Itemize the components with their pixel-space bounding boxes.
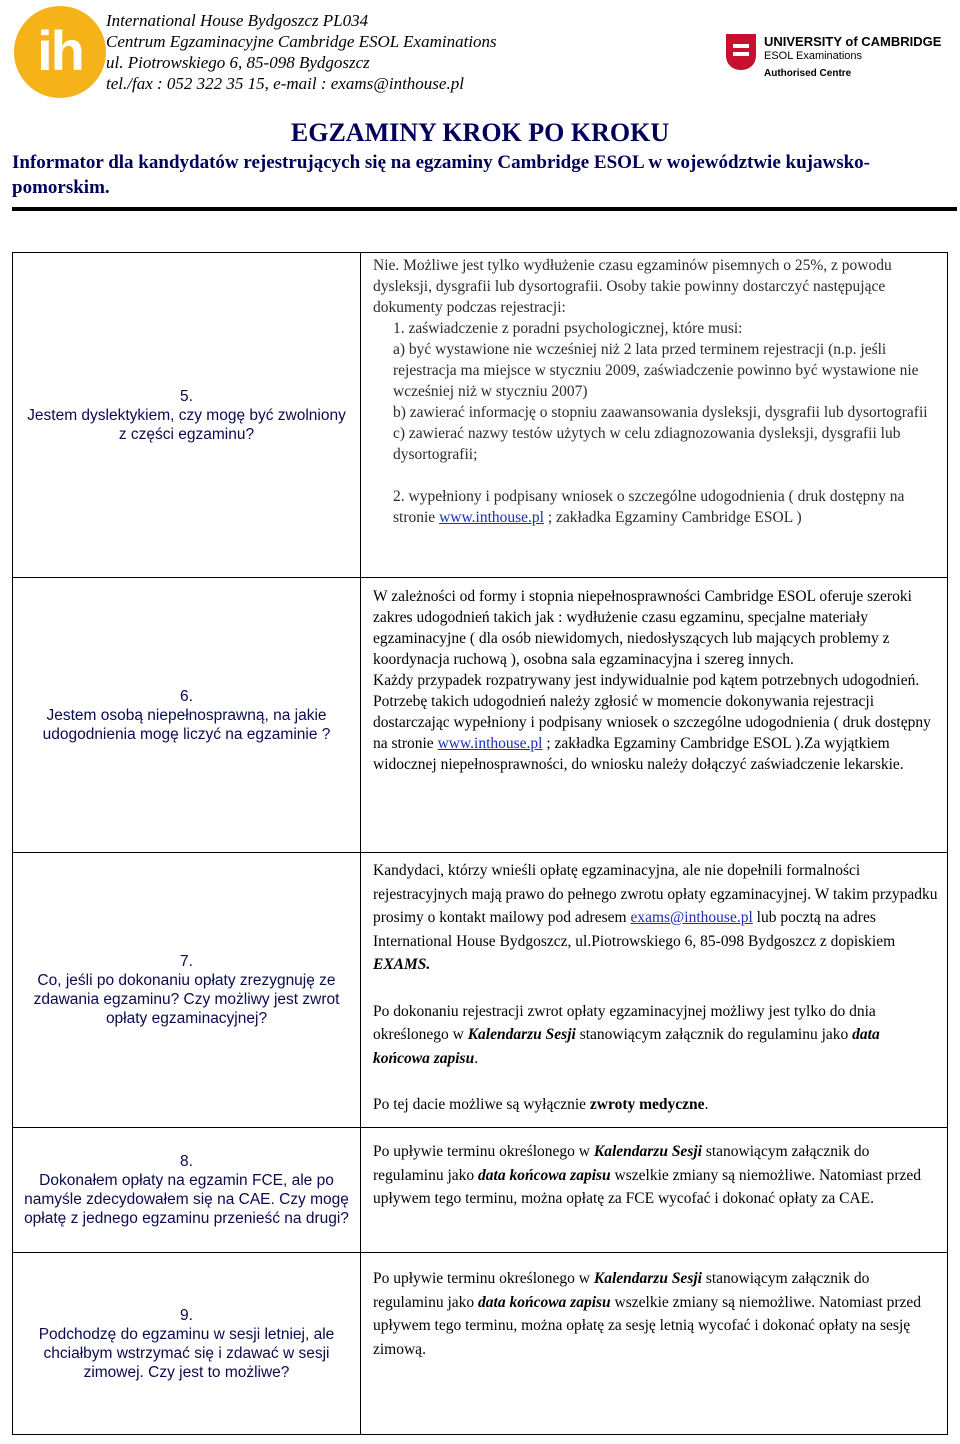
- center-name: International House Bydgoszcz PL034: [106, 11, 369, 30]
- inthouse-link[interactable]: www.inthouse.pl: [437, 735, 543, 752]
- cambridge-esol-label: ESOL Examinations: [764, 50, 863, 62]
- answer-paragraph-2-mid: stanowiącym załącznik do regulaminu jako: [579, 1026, 849, 1043]
- answer-cell-5: [360, 252, 948, 578]
- ih-logo-text: ih: [37, 19, 83, 82]
- kalendarz-sesji-label: Kalendarzu Sesji: [593, 1143, 702, 1160]
- question-number: 6.: [180, 687, 193, 705]
- center-address: ul. Piotrowskiego 6, 85-098 Bydgoszcz: [106, 53, 370, 72]
- exams-email-link[interactable]: exams@inthouse.pl: [630, 909, 753, 926]
- answer-item-2-suffix: ; zakładka Egzaminy Cambridge ESOL ): [547, 509, 802, 526]
- question-text: Podchodzę do egzaminu w sesji letniej, ale chciałbym wstrzymać się i zdawać w sesji zimowej. Czy jest to możliwe?: [38, 1325, 335, 1381]
- question-text: Jestem dyslektykiem, czy mogę być zwolniony z części egzaminu?: [27, 406, 346, 443]
- answer-item-1a: a) być wystawione nie wcześniej niż 2 lata przed terminem rejestracji (n.p. jeśli rejestracja ma miejsce w styczniu 2009, zaświadczenie powinno być wystawione nie wcześniej niż w styczniu 2007): [393, 341, 919, 400]
- answer-item-1: 1. zaświadczenie z poradni psychologicznej, które musi:: [393, 320, 743, 337]
- question-number: 8.: [180, 1153, 193, 1170]
- answer-paragraph-3-end: .: [704, 1096, 709, 1113]
- data-koncowa-label: data końcowa zapisu: [478, 1166, 611, 1184]
- answer-paragraph-2: [373, 1000, 939, 1071]
- header-divider: [12, 207, 957, 211]
- ih-logo: [14, 6, 106, 98]
- answer-text-mid: stanowiącym załącznik do regulaminu jako: [373, 1270, 870, 1311]
- kalendarz-sesji-label: Kalendarzu Sesji: [467, 1026, 576, 1043]
- center-contact-block: [106, 10, 497, 94]
- answer-text-end: wszelkie zmiany są niemożliwe. Natomiast przed upływem tego terminu, można opłatę za sesję letnią wycofać i dokonać opłaty na sesję zimową.: [373, 1293, 921, 1358]
- question-cell-6: [12, 577, 361, 853]
- answer-paragraph-3-text: Po tej dacie możliwe są wyłącznie: [373, 1096, 587, 1113]
- answer-intro: Nie. Możliwe jest tylko wydłużenie czasu egzaminów pisemnych o 25%, z powodu dysleksji, dysgrafii lub dysortografii. Osoby takie powinny dostarczyć następujące dokumenty podczas rejestracji:: [373, 257, 892, 316]
- cambridge-university-label: UNIVERSITY of CAMBRIDGE: [764, 34, 942, 49]
- answer-cell-6: [360, 577, 948, 853]
- answer-cell-7: [360, 852, 948, 1128]
- zwroty-medyczne-label: zwroty medyczne: [589, 1096, 705, 1113]
- answer-paragraph-1-text: Kandydaci, którzy wnieśli opłatę egzaminacyjna, ale nie dopełnili formalności rejestracyjnych mają prawo do pełnego zwrotu opłaty egzaminacyjnej. W takim przypadku prosimy o kontakt mailowy pod adresem: [373, 862, 938, 926]
- kalendarz-sesji-label: Kalendarzu Sesji: [593, 1270, 702, 1287]
- answer-text-end: wszelkie zmiany są niemożliwe. Natomiast przed upływem tego terminu, można opłatę za FCE wycofać i dokonać opłaty za CAE.: [373, 1166, 921, 1207]
- page-title: EGZAMINY KROK PO KROKU: [290, 118, 670, 147]
- answer-paragraph: [373, 1140, 939, 1211]
- center-type: Centrum Egzaminacyjne Cambridge ESOL Examinations: [106, 32, 497, 51]
- answer-paragraph-1: [373, 859, 939, 977]
- question-cell-8: [12, 1127, 361, 1253]
- question-number: 7.: [180, 953, 193, 970]
- exams-label: EXAMS.: [373, 956, 431, 973]
- answer-paragraph-3: [373, 691, 939, 775]
- answer-cell-9: [360, 1252, 948, 1435]
- answer-paragraph: [373, 1267, 939, 1361]
- answer-paragraph-3-text: Potrzebę takich udogodnień należy zgłosić w momencie dokonywania rejestracji dostarczając wypełniony i podpisany wniosek o szczególne udogodnienia ( druk dostępny na stronie: [373, 693, 931, 752]
- question-cell-9: [12, 1252, 361, 1435]
- cambridge-logo: [726, 34, 956, 82]
- cambridge-shield-icon: [726, 34, 756, 70]
- data-koncowa-label: data końcowa zapisu: [373, 1026, 880, 1067]
- page-subtitle: Informator dla kandydatów rejestrujących się na egzaminy Cambridge ESOL w województwie kujawsko-pomorskim.: [12, 152, 870, 198]
- question-number: 9.: [180, 1306, 193, 1324]
- answer-item-1b: b) zawierać informację o stopniu zaawansowania dysleksji, dysgrafii lub dysortografii: [393, 404, 928, 421]
- inthouse-link[interactable]: www.inthouse.pl: [439, 509, 544, 526]
- question-text: Dokonałem opłaty na egzamin FCE, ale po namyśle zdecydowałem się na CAE. Czy mogę opłatę z jednego egzaminu przenieść na drugi?: [24, 1172, 349, 1227]
- question-text: Jestem osobą niepełnosprawną, na jakie udogodnienia mogę liczyć na egzaminie ?: [42, 706, 331, 743]
- center-contact: tel./fax : 052 322 35 15, e-mail : exams@inthouse.pl: [106, 74, 464, 93]
- answer-item-1c: c) zawierać nazwy testów użytych w celu zdiagnozowania dysleksji, dysgrafii lub dysortografii;: [393, 425, 901, 463]
- answer-item-2-text: 2. wypełniony i podpisany wniosek o szczególne udogodnienia ( druk dostępny na stronie: [393, 488, 905, 526]
- answer-text: Po upływie terminu określonego w: [373, 1270, 590, 1287]
- answer-paragraph-3: [373, 1093, 939, 1117]
- question-cell-5: [12, 252, 361, 578]
- data-koncowa-label: data końcowa zapisu: [478, 1293, 611, 1311]
- answer-paragraph-1-address: lub pocztą na adres International House Bydgoszcz, ul.Piotrowskiego 6, 85-098 Bydgoszcz z dopiskiem: [373, 909, 896, 950]
- answer-text: Po upływie terminu określonego w: [373, 1143, 590, 1160]
- answer-paragraph-2-text: Po dokonaniu rejestracji zwrot opłaty egzaminacyjnej możliwy jest tylko do dnia określonego w: [373, 1002, 876, 1043]
- answer-item-2: [373, 486, 939, 528]
- question-text: Co, jeśli po dokonaniu opłaty zrezygnuję ze zdawania egzaminu? Czy możliwy jest zwrot opłaty egzaminacyjnej?: [33, 972, 340, 1027]
- answer-paragraph-2: Każdy przypadek rozpatrywany jest indywidualnie pod kątem potrzebnych udogodnień.: [373, 672, 920, 689]
- question-cell-7: [12, 852, 361, 1128]
- answer-paragraph-1: W zależności od formy i stopnia niepełnosprawności Cambridge ESOL oferuje szeroki zakres udogodnień takich jak : wydłużenie czasu egzaminu, specjalne materiały egzaminacyjne ( dla osób niewidomych, niedosłyszących lub mających problemy z koordynacja ruchową ), osobna sala egzaminacyjna i szereg innych.: [373, 588, 912, 668]
- authorised-centre-label: Authorised Centre: [764, 68, 852, 79]
- answer-paragraph-2-end: .: [474, 1049, 479, 1067]
- question-number: 5.: [180, 387, 193, 405]
- answer-paragraph-3-suffix: ; zakładka Egzaminy Cambridge ESOL ).Za wyjątkiem widocznej niepełnosprawności, do wniosku należy dołączyć zaświadczenie lekarskie.: [373, 735, 904, 773]
- answer-text-mid: stanowiącym załącznik do regulaminu jako: [373, 1143, 870, 1184]
- answer-cell-8: [360, 1127, 948, 1253]
